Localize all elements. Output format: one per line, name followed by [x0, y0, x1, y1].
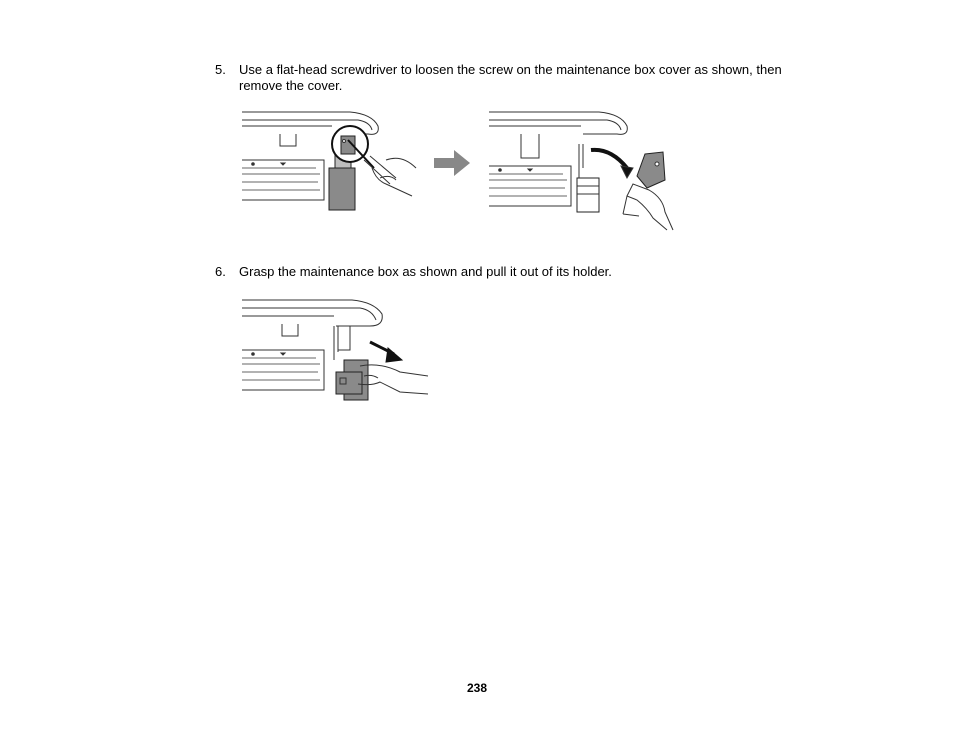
screwdriver-illustration — [240, 108, 418, 214]
step-number: 5. — [215, 62, 226, 77]
cover-removal-illustration — [487, 108, 679, 232]
page-number: 238 — [466, 681, 488, 695]
maintenance-box-removal-illustration — [240, 296, 430, 402]
right-arrow-icon — [434, 150, 470, 176]
step-text: Grasp the maintenance box as shown and pull it out of its holder. — [239, 264, 612, 279]
step-text: Use a flat-head screwdriver to loosen the screw on the maintenance box cover as shown, then remove the cover. — [239, 62, 782, 93]
step-number: 6. — [215, 264, 226, 279]
